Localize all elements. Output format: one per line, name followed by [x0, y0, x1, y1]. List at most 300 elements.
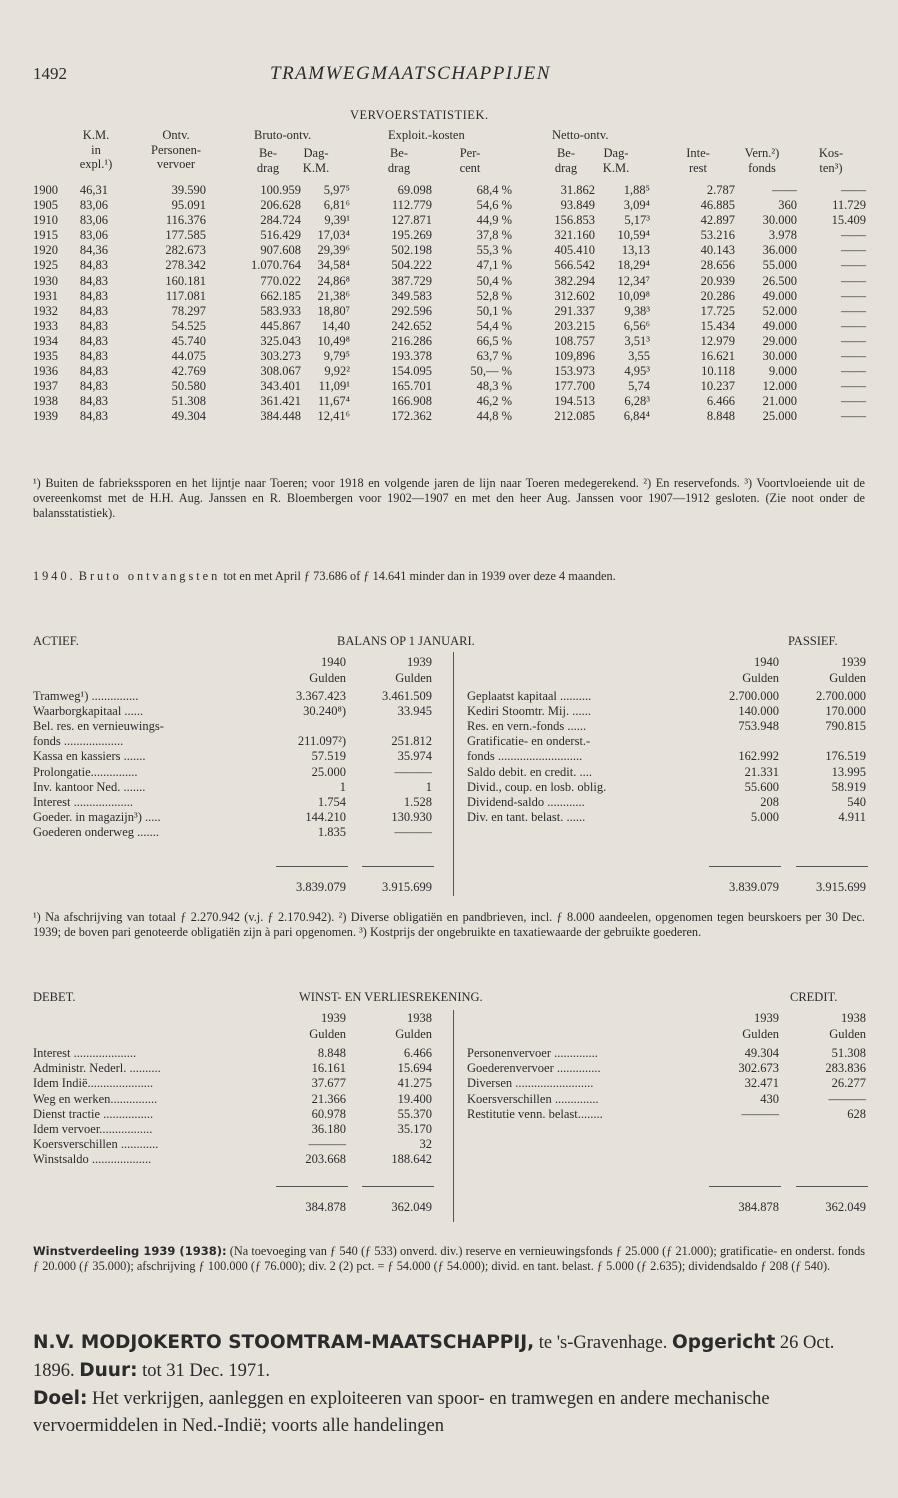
table-cell: 282.673 — [165, 243, 206, 258]
table-cell: 166.908 — [391, 394, 432, 409]
unit-header: Gulden — [742, 1027, 779, 1041]
table-cell: 29.000 — [762, 333, 797, 348]
total-value: 384.878 — [738, 1200, 779, 1214]
table-cell: 203.215 — [554, 318, 595, 333]
row-label: Administr. Nederl. .......... — [33, 1061, 161, 1076]
bruto-1940-text: tot en met April ƒ 73.686 of ƒ 14.641 minder dan in 1939 over deze 4 maanden. — [223, 569, 616, 583]
table-cell: 54,4 % — [476, 318, 512, 333]
table-cell: 172.362 — [391, 409, 432, 424]
row-value: 37.677 — [311, 1076, 346, 1091]
table-cell: 9,92² — [324, 364, 350, 379]
column-vern — [737, 183, 797, 425]
table-cell: 3,51³ — [624, 333, 650, 348]
row-label: fonds ........................... — [467, 749, 583, 764]
table-cell: 10,09⁸ — [617, 288, 650, 303]
table-cell: 54.525 — [171, 318, 206, 333]
column-header — [420, 146, 520, 175]
table-cell: 116.376 — [165, 213, 206, 228]
page-number: 1492 — [33, 64, 67, 83]
table-cell: 10.118 — [701, 364, 735, 379]
winst-left-title: DEBET. — [33, 990, 76, 1004]
table-cell: 46,2 % — [476, 394, 512, 409]
table-cell: 25.000 — [762, 409, 797, 424]
table-cell: —— — [841, 228, 866, 243]
table-cell: 583.933 — [260, 303, 301, 318]
unit-header: Gulden — [742, 671, 779, 685]
row-label: Prolongatie............... — [33, 764, 138, 779]
table-cell: 18,29⁴ — [617, 258, 650, 273]
table-cell: 153.973 — [554, 364, 595, 379]
table-cell: 45.740 — [171, 333, 206, 348]
winst-right-title: CREDIT. — [790, 990, 838, 1004]
column-header-line: Be- — [556, 146, 576, 160]
row-value: 60.978 — [311, 1106, 346, 1121]
table-cell: 6.466 — [706, 394, 735, 409]
table-cell: 37,8 % — [476, 228, 512, 243]
table-cell: 68,4 % — [476, 183, 512, 197]
column-header-line: drag — [256, 160, 280, 175]
year-header: 1939 — [841, 655, 866, 669]
total-value: 362.049 — [391, 1200, 432, 1214]
row-value: 540 — [847, 794, 866, 809]
table-cell: 18,80⁷ — [317, 303, 350, 318]
table-cell: 3,09⁴ — [623, 198, 650, 213]
row-label: Inv. kantoor Ned. ....... — [33, 779, 146, 794]
table-cell: 40.143 — [700, 243, 735, 258]
row-value: 21.331 — [744, 764, 779, 779]
total-value: 3.915.699 — [816, 880, 866, 894]
total-rule — [796, 866, 868, 867]
year-header: 1940 — [321, 655, 346, 669]
row-value: 15.694 — [397, 1061, 432, 1076]
row-value: 26.277 — [831, 1076, 866, 1091]
column-header-line: Dag- — [603, 146, 629, 160]
table-cell: 1931 — [33, 288, 58, 303]
table-cell: —— — [841, 303, 866, 318]
group-header-bruto: Bruto-ontv. — [254, 128, 312, 142]
table-cell: 321.160 — [554, 228, 595, 243]
winst-title: WINST- EN VERLIESREKENING. — [299, 990, 483, 1004]
table-cell: 1932 — [33, 303, 58, 318]
row-value: 1.835 — [317, 824, 346, 839]
column-header — [781, 146, 881, 175]
table-cell: 17,03⁴ — [317, 228, 350, 243]
row-value: 208 — [760, 794, 779, 809]
table-cell: 154.095 — [391, 364, 432, 379]
table-cell: 49.000 — [762, 318, 797, 333]
table-cell: 127.871 — [391, 213, 432, 228]
total-value: 384.878 — [305, 1200, 346, 1214]
row-label: fonds ................... — [33, 734, 124, 749]
doel-label: Doel: — [33, 1388, 88, 1409]
table-cell: 112.779 — [391, 198, 432, 213]
table-cell: 6,81⁶ — [323, 198, 350, 213]
winst-divider — [453, 1010, 454, 1222]
table-cell: 12,34⁷ — [617, 273, 650, 288]
row-value: 30.240⁸) — [303, 704, 346, 719]
table-cell: 78.297 — [171, 303, 206, 318]
row-value: 6.466 — [403, 1046, 432, 1060]
column-header-line: fonds — [748, 160, 776, 175]
row-value: 55.600 — [744, 779, 779, 794]
total-value: 3.915.699 — [382, 880, 432, 894]
column-header-line: Personen- — [151, 142, 201, 157]
table-cell: 3.978 — [768, 228, 797, 243]
vervoer-title: VERVOERSTATISTIEK. — [350, 108, 489, 122]
row-value: 3.367.423 — [296, 689, 346, 703]
table-cell: 15.434 — [700, 318, 735, 333]
table-cell: 55.000 — [762, 258, 797, 273]
row-value: ——— — [828, 1091, 866, 1106]
table-cell: 51.308 — [171, 394, 206, 409]
table-cell: 387.729 — [391, 273, 432, 288]
table-cell: 55,3 % — [476, 243, 512, 258]
table-cell: 84,83 — [79, 364, 108, 379]
table-cell: 13,13 — [621, 243, 650, 258]
column-header-line: Be- — [389, 146, 409, 160]
row-label: Goederen onderweg ....... — [33, 824, 159, 839]
table-cell: 216.286 — [391, 333, 432, 348]
total-rule — [362, 1186, 434, 1187]
total-rule — [276, 1186, 348, 1187]
table-cell: 662.185 — [260, 288, 301, 303]
column-km — [48, 183, 108, 425]
column-header-line: Dag- — [303, 146, 329, 160]
table-cell: 9.000 — [768, 364, 797, 379]
column-header-line: Inte- — [686, 146, 710, 160]
opgericht-value: 26 Oct. 1896. — [33, 1333, 835, 1381]
company-paragraph — [33, 1329, 865, 1440]
row-label: Diversen ......................... — [467, 1076, 594, 1091]
total-rule — [276, 866, 348, 867]
row-value: 55.370 — [397, 1106, 432, 1121]
table-cell: 16.621 — [700, 349, 735, 364]
balans-title: BALANS OP 1 JANUARI. — [337, 634, 475, 648]
row-label: Idem vervoer................. — [33, 1122, 153, 1136]
row-value: 628 — [847, 1106, 866, 1121]
table-cell: 177.700 — [554, 379, 595, 394]
table-cell: 160.181 — [165, 273, 206, 288]
duur-label: Duur: — [79, 1360, 138, 1381]
table-cell: 195.269 — [391, 228, 432, 243]
running-title: TRAMWEGMAATSCHAPPIJEN — [270, 63, 551, 84]
table-cell: 212.085 — [554, 409, 595, 424]
row-label: Koersverschillen ............ — [33, 1137, 159, 1152]
table-cell: 343.401 — [260, 379, 301, 394]
total-value: 3.839.079 — [729, 880, 779, 894]
table-cell: 11,67⁴ — [317, 394, 350, 409]
table-cell: 9,38³ — [624, 303, 650, 318]
row-value: 1 — [425, 779, 432, 794]
row-value: 19.400 — [397, 1091, 432, 1106]
row-value: 203.668 — [305, 1152, 346, 1167]
row-value: 49.304 — [744, 1046, 779, 1060]
row-value: 3.461.509 — [382, 689, 432, 703]
table-cell: —— — [841, 349, 866, 364]
row-value: ——— — [394, 764, 432, 779]
row-label: Interest ................... — [33, 794, 133, 809]
row-value: 32.471 — [744, 1076, 779, 1091]
table-cell: —— — [841, 318, 866, 333]
total-rule — [709, 866, 781, 867]
row-value: 5.000 — [750, 809, 779, 824]
table-cell: 325.043 — [260, 333, 301, 348]
bruto-1940-year: 1940. — [33, 569, 76, 583]
table-cell: 84,83 — [79, 273, 108, 288]
column-header-line: ten³) — [819, 160, 843, 175]
bruto-1940-spaced: Bruto ontvangsten — [78, 569, 221, 583]
unit-header: Gulden — [309, 671, 346, 685]
year-header: 1940 — [754, 655, 779, 669]
row-label: Tramweg¹) ............... — [33, 689, 139, 703]
table-cell: 8.848 — [706, 409, 735, 424]
table-cell: 34,58⁴ — [317, 258, 350, 273]
column-header-line: K.M. — [602, 160, 630, 175]
table-cell: —— — [841, 183, 866, 197]
row-value: 1 — [339, 779, 346, 794]
table-cell: 20.286 — [700, 288, 735, 303]
row-value: 58.919 — [831, 779, 866, 794]
table-cell: 6,28³ — [624, 394, 650, 409]
column-bruto-dag — [290, 183, 350, 425]
column-header-line: Vern.²) — [744, 146, 780, 160]
table-cell: 39.590 — [171, 183, 206, 197]
table-cell: 95.091 — [171, 198, 206, 213]
table-cell: 1933 — [33, 318, 58, 333]
unit-header: Gulden — [829, 1027, 866, 1041]
table-cell: 31.862 — [560, 183, 595, 197]
table-cell: 36.000 — [762, 243, 797, 258]
table-cell: 1925 — [33, 258, 58, 273]
row-value: 2.700.000 — [816, 689, 866, 703]
table-cell: 21.000 — [762, 394, 797, 409]
column-header-line: cent — [459, 160, 481, 175]
table-cell: 3,55 — [628, 349, 650, 364]
table-cell: 50.580 — [171, 379, 206, 394]
table-cell: 1934 — [33, 333, 58, 348]
table-cell: 52,8 % — [476, 288, 512, 303]
table-cell: 83,06 — [79, 198, 108, 213]
row-value: 1.528 — [403, 794, 432, 809]
total-value: 3.839.079 — [296, 880, 346, 894]
table-cell: 84,83 — [79, 333, 108, 348]
row-value: 1.754 — [317, 794, 346, 809]
column-header-line: drag — [387, 160, 411, 175]
row-label: Res. en vern.-fonds ...... — [467, 719, 587, 734]
row-value: ——— — [394, 824, 432, 839]
table-cell: —— — [772, 183, 797, 197]
column-header-line: Per- — [459, 146, 481, 160]
table-cell: 502.198 — [391, 243, 432, 258]
opgericht-label: Opgericht — [672, 1332, 776, 1353]
row-value: 35.974 — [397, 749, 432, 764]
table-cell: 84,83 — [79, 288, 108, 303]
table-cell: 84,36 — [79, 243, 108, 258]
table-cell: 156.853 — [554, 213, 595, 228]
row-label: Goederenvervoer .............. — [467, 1061, 601, 1076]
row-value: 2.700.000 — [729, 689, 779, 703]
row-value: 790.815 — [825, 719, 866, 734]
table-cell: 11,09¹ — [318, 379, 350, 394]
table-cell: 1,88⁵ — [623, 183, 650, 197]
row-label: Gratificatie- en onderst.- — [467, 734, 591, 749]
table-cell: 47,1 % — [476, 258, 512, 273]
table-cell: —— — [841, 409, 866, 424]
row-value: ——— — [741, 1106, 779, 1121]
table-cell: 1.070.764 — [251, 258, 301, 273]
table-cell: 44,8 % — [476, 409, 512, 424]
row-label: Koersverschillen .............. — [467, 1091, 599, 1106]
row-value: 51.308 — [831, 1046, 866, 1060]
table-cell: 42.897 — [700, 213, 735, 228]
column-header-line: Kos- — [818, 146, 844, 160]
table-cell: 1938 — [33, 394, 58, 409]
row-value: 130.930 — [391, 809, 432, 824]
table-cell: 11.729 — [832, 198, 866, 213]
row-label: Div. en tant. belast. ...... — [467, 809, 586, 824]
year-header: 1938 — [841, 1011, 866, 1025]
row-value: 140.000 — [738, 704, 779, 719]
column-netto-dag — [590, 183, 650, 425]
table-cell: 44.075 — [171, 349, 206, 364]
table-cell: 1937 — [33, 379, 58, 394]
row-label: Geplaatst kapitaal .......... — [467, 689, 592, 703]
row-value: 25.000 — [311, 764, 346, 779]
column-header-line: K.M. — [302, 160, 330, 175]
table-cell: 360 — [778, 198, 797, 213]
table-cell: —— — [841, 258, 866, 273]
column-header-line: Be- — [258, 146, 278, 160]
table-cell: 278.342 — [165, 258, 206, 273]
table-cell: 84,83 — [79, 394, 108, 409]
company-name: N.V. MODJOKERTO STOOMTRAM-MAATSCHAPPIJ, — [33, 1332, 535, 1353]
table-cell: 20.939 — [700, 273, 735, 288]
footnotes-balans: ¹) Na afschrijving van totaal ƒ 2.270.942 (v.j. ƒ 2.170.942). ²) Diverse obligatiën en pandbrieven, incl. ƒ 8.000 aandeelen, opgenomen tegen beurskoers per 30 Dec. 1939; de boven pari genoteerde obligatiën zijn à pari opgenomen. ³) Kostprijs der ongebruikte en taxatiewaarde der gebruikte goederen. — [33, 910, 865, 939]
table-cell: 50,1 % — [476, 303, 512, 318]
year-header: 1939 — [407, 655, 432, 669]
row-label: Kediri Stoomtr. Mij. ...... — [467, 704, 591, 719]
table-cell: 566.542 — [554, 258, 595, 273]
row-value: 57.519 — [311, 749, 346, 764]
winstverdeeling-label: Winstverdeeling 1939 (1938): — [33, 1244, 227, 1258]
group-header-netto: Netto-ontv. — [552, 128, 609, 142]
row-value: 16.161 — [311, 1061, 346, 1076]
table-cell: 15.409 — [831, 213, 866, 228]
table-cell: 21,38⁶ — [317, 288, 350, 303]
row-value: 33.945 — [397, 704, 432, 719]
row-label: Dividend-saldo ............ — [467, 794, 585, 809]
table-cell: 12,41⁶ — [317, 409, 350, 424]
table-cell: —— — [841, 273, 866, 288]
row-value: 251.812 — [391, 734, 432, 749]
unit-header: Gulden — [829, 671, 866, 685]
table-cell: 9,79⁵ — [323, 349, 350, 364]
table-cell: 516.429 — [260, 228, 301, 243]
table-cell: 405.410 — [554, 243, 595, 258]
row-value: 430 — [760, 1091, 779, 1106]
table-cell: 14,40 — [321, 318, 350, 333]
row-value: 176.519 — [825, 749, 866, 764]
column-expl-bedrag — [352, 183, 432, 425]
table-cell: 52.000 — [762, 303, 797, 318]
table-cell: 117.081 — [165, 288, 206, 303]
table-cell: 308.067 — [260, 364, 301, 379]
table-cell: 361.421 — [260, 394, 301, 409]
table-cell: 24,86⁸ — [317, 273, 350, 288]
footnotes-vervoer: ¹) Buiten de fabriekssporen en het lijntje naar Toeren; voor 1918 en volgende jaren de lijn naar Toeren medegerekend. ²) En reservefonds. ³) Voortvloeiende uit de overeenkomst met de H.H. Aug. Janssen en R. Bloembergen voor 1902—1907 en met den heer Aug. Janssen voor 1907—1912 gesloten. (Zie noot onder de balansstatistiek). — [33, 476, 865, 520]
table-cell: 69.098 — [397, 183, 432, 197]
table-cell: 84,83 — [79, 349, 108, 364]
row-value: 188.642 — [391, 1152, 432, 1167]
table-cell: 83,06 — [79, 228, 108, 243]
table-cell: 29,39⁶ — [317, 243, 350, 258]
table-cell: 30.000 — [762, 213, 797, 228]
column-personen — [126, 183, 206, 425]
unit-header: Gulden — [395, 671, 432, 685]
table-cell: —— — [841, 379, 866, 394]
table-cell: 46.885 — [700, 198, 735, 213]
table-cell: 84,83 — [79, 318, 108, 333]
row-value: 8.848 — [317, 1046, 346, 1060]
table-cell: 1920 — [33, 243, 58, 258]
row-value: 211.097²) — [297, 734, 346, 749]
table-cell: 5,17³ — [624, 213, 650, 228]
table-cell: 1905 — [33, 198, 58, 213]
table-cell: 49.304 — [171, 409, 206, 424]
row-value: 13.995 — [831, 764, 866, 779]
group-header-exploit: Exploit.-kosten — [388, 128, 465, 142]
column-header-line: vervoer — [156, 157, 196, 171]
row-value: 753.948 — [738, 719, 779, 734]
table-cell: 10,59⁴ — [617, 228, 650, 243]
winstverdeeling-text: (Na toevoeging van ƒ 540 (ƒ 533) onverd. div.) reserve en vernieuwingsfonds ƒ 25.000 (ƒ 21.000); gratificatie- en onderst. fonds ƒ 20.000 (ƒ 35.000); afschrijving ƒ 100.000 (ƒ 76.000); div. 2 (2) pct. = ƒ 54.000 (ƒ 54.000); divid. en tant. belast. ƒ 5.000 (ƒ 2.635); dividendsaldo ƒ 208 (ƒ 540). — [33, 1244, 866, 1273]
total-rule — [362, 866, 434, 867]
table-cell: 83,06 — [79, 213, 108, 228]
row-label: Winstsaldo ................... — [33, 1152, 152, 1167]
bruto-1940-paragraph — [33, 569, 865, 584]
column-netto-bedrag — [515, 183, 595, 425]
table-cell: 291.337 — [554, 303, 595, 318]
table-cell: 10,49⁸ — [317, 333, 350, 348]
table-cell: 206.628 — [260, 198, 301, 213]
table-cell: 50,4 % — [476, 273, 512, 288]
table-cell: 242.652 — [391, 318, 432, 333]
table-cell: 193.378 — [391, 349, 432, 364]
row-value: 21.366 — [311, 1091, 346, 1106]
row-value: 283.836 — [825, 1061, 866, 1076]
table-cell: 1935 — [33, 349, 58, 364]
table-cell: 177.585 — [165, 228, 206, 243]
row-label: Dienst tractie ................ — [33, 1106, 154, 1121]
balans-right-title: PASSIEF. — [788, 634, 838, 648]
table-cell: 10.237 — [700, 379, 735, 394]
table-cell: 26.500 — [762, 273, 797, 288]
table-cell: 49.000 — [762, 288, 797, 303]
row-value: ——— — [308, 1137, 346, 1152]
table-cell: 93.849 — [560, 198, 595, 213]
table-cell: 44,9 % — [476, 213, 512, 228]
table-cell: 504.222 — [391, 258, 432, 273]
row-label: Interest .................... — [33, 1046, 137, 1060]
table-cell: 6,84⁴ — [623, 409, 650, 424]
table-cell: 1915 — [33, 228, 58, 243]
table-cell: 42.769 — [171, 364, 206, 379]
row-label: Idem Indië..................... — [33, 1076, 154, 1091]
table-cell: 84,83 — [79, 409, 108, 424]
table-cell: 28.656 — [700, 258, 735, 273]
row-label: Saldo debit. en credit. .... — [467, 764, 592, 779]
column-kosten — [806, 183, 866, 425]
